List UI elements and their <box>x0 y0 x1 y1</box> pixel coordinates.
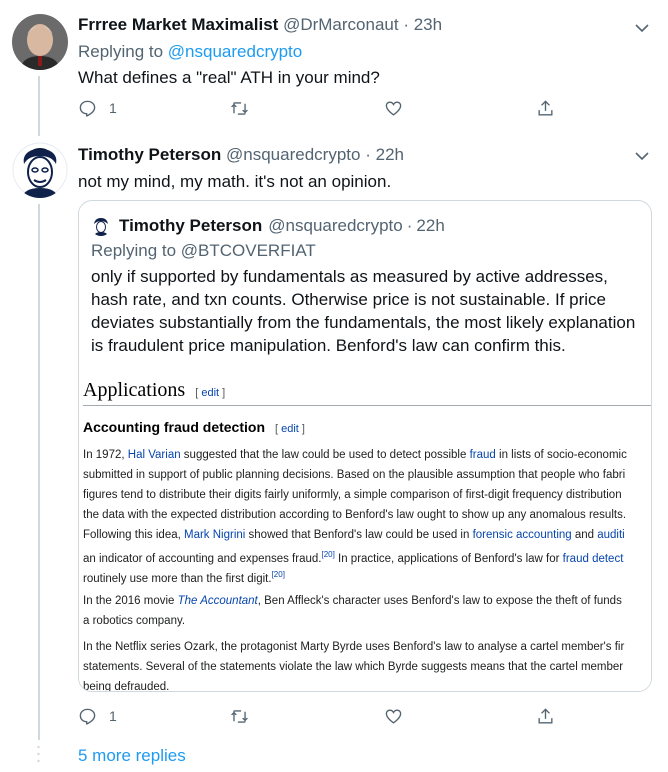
quoted-author-handle: @nsquaredcrypto <box>268 216 403 235</box>
wiki-heading-fraud-detection: Accounting fraud detection [ edit ] <box>83 419 305 435</box>
thread-line <box>38 76 40 136</box>
quoted-author-name: Timothy Peterson <box>119 216 263 235</box>
more-replies-link[interactable]: 5 more replies <box>78 746 186 765</box>
tweet-1[interactable] <box>0 0 668 130</box>
wiki-link: Mark Nigrini <box>184 529 246 541</box>
wiki-h2-text: Applications <box>83 379 186 401</box>
like-icon <box>384 707 403 726</box>
avatar-nsquaredcrypto[interactable] <box>12 142 68 198</box>
quoted-text: only if supported by fundamentals as measured by active addresses, hash rate, and txn counts. Otherwise price is not sustainable. If price deviates substantially from the fundamentals, the most likely explanation is fraudulent price manipulation. Benford's law can confirm this. <box>91 267 636 355</box>
wiki-line: submitted in support of public planning decisions. Based on the plausible assumption that people who fabri <box>83 469 626 481</box>
wiki-divider <box>83 405 652 406</box>
reply-icon <box>78 707 97 726</box>
quoted-avatar <box>91 216 111 236</box>
wiki-edit-link: edit <box>201 387 220 399</box>
author-name[interactable]: Timothy Peterson <box>78 145 222 164</box>
wiki-line <box>83 591 652 611</box>
replying-to <box>78 40 658 64</box>
timestamp[interactable]: 22h <box>375 145 404 164</box>
reply-count: 1 <box>109 708 117 724</box>
quoted-header <box>91 213 445 239</box>
tweet-actions <box>78 96 558 120</box>
separator-dot: · <box>365 145 371 164</box>
wiki-line <box>83 565 652 589</box>
tweet-text: What defines a "real" ATH in your mind? <box>78 68 380 87</box>
reply-count: 1 <box>109 100 117 116</box>
wiki-text: and <box>571 529 598 541</box>
reply-button[interactable] <box>78 96 117 120</box>
wiki-text: in lists of socio-economic <box>495 449 627 461</box>
wiki-text: an indicator of accounting and expenses fraud. <box>83 552 322 565</box>
replying-mention-link[interactable]: @nsquaredcrypto <box>167 42 303 61</box>
wiki-line: a robotics company. <box>83 615 186 627</box>
tweet-1-body <box>78 14 658 90</box>
tweet-2-body <box>78 144 658 194</box>
author-name[interactable]: Frrree Market Maximalist <box>78 15 279 34</box>
thread-dots <box>37 744 40 768</box>
share-button[interactable] <box>536 96 555 120</box>
author-handle[interactable]: @DrMarconaut <box>283 15 399 34</box>
wiki-link: The Accountant <box>177 595 258 607</box>
retweet-button[interactable] <box>230 96 249 120</box>
wiki-text: Following this idea, <box>83 529 184 541</box>
like-icon <box>384 99 403 118</box>
wiki-citation: [20] <box>321 550 335 559</box>
wiki-h3-text: Accounting fraud detection <box>83 419 265 435</box>
quoted-timestamp: 22h <box>416 216 445 235</box>
tweet-text: not my mind, my math. it's not an opinion. <box>78 172 392 191</box>
caret-down-icon[interactable] <box>634 148 650 164</box>
wiki-text: In the 2016 movie <box>83 595 178 607</box>
wiki-link: fraud detect <box>562 552 624 565</box>
wiki-text: showed that Benford's law could be used in <box>245 529 473 541</box>
share-button[interactable] <box>536 704 555 728</box>
wiki-heading-applications: Applications [ edit ] <box>83 379 226 401</box>
replying-prefix: Replying to <box>78 42 164 61</box>
wiki-line: statements. Several of the statements violate the law which Byrde suggests means that the cartel member <box>83 661 624 673</box>
like-button[interactable] <box>384 96 403 120</box>
wiki-link: fraud <box>469 449 496 461</box>
wiki-line: In the Netflix series Ozark, the protagonist Marty Byrde uses Benford's law to analyse a cartel member's fir <box>83 641 625 653</box>
quoted-tweet[interactable] <box>78 200 652 692</box>
wiki-text: , Ben Affleck's character uses Benford's law to expose the theft of funds <box>257 595 622 607</box>
caret-down-icon[interactable] <box>634 20 650 36</box>
avatar-drmarconaut[interactable] <box>12 14 68 70</box>
wiki-text: In 1972, <box>83 449 128 461</box>
wiki-link: auditi <box>597 529 625 541</box>
wiki-line <box>83 525 652 545</box>
wiki-line: figures tend to distribute their digits fairly uniformly, a simple comparison of first-digit frequency distribution <box>83 489 622 501</box>
separator-dot: · <box>406 216 413 235</box>
retweet-icon <box>230 99 249 118</box>
timestamp[interactable]: 23h <box>413 15 443 34</box>
wiki-edit-link: edit <box>281 423 299 435</box>
wiki-text: suggested that the law could be used to detect possible <box>180 449 470 461</box>
share-icon <box>536 707 555 726</box>
quoted-replying-to: Replying to @BTCOVERFIAT <box>91 241 316 260</box>
wiki-citation: [20] <box>271 570 285 579</box>
wiki-link: Hal Varian <box>127 449 181 461</box>
share-icon <box>536 99 555 118</box>
author-handle[interactable]: @nsquaredcrypto <box>226 145 361 164</box>
wiki-text: In practice, applications of Benford's law for <box>334 552 563 565</box>
tweet-header <box>78 144 658 166</box>
retweet-icon <box>230 707 249 726</box>
tweet-2[interactable] <box>0 136 668 736</box>
wiki-text: routinely use more than the first digit. <box>83 572 272 585</box>
separator-dot: · <box>403 15 409 34</box>
reply-icon <box>78 99 97 118</box>
wiki-line: being defrauded. <box>83 681 170 692</box>
wiki-line: the data with the expected distribution according to Benford's law ought to show up any anomalous results. <box>83 509 627 521</box>
thread-line <box>38 204 40 740</box>
wiki-line <box>83 445 652 465</box>
retweet-button[interactable] <box>230 704 249 728</box>
wiki-link: forensic accounting <box>472 529 572 541</box>
like-button[interactable] <box>384 704 403 728</box>
quoted-image-wikipedia[interactable] <box>79 373 652 692</box>
tweet-actions <box>78 704 558 728</box>
reply-button[interactable] <box>78 704 117 728</box>
tweet-header <box>78 14 658 36</box>
